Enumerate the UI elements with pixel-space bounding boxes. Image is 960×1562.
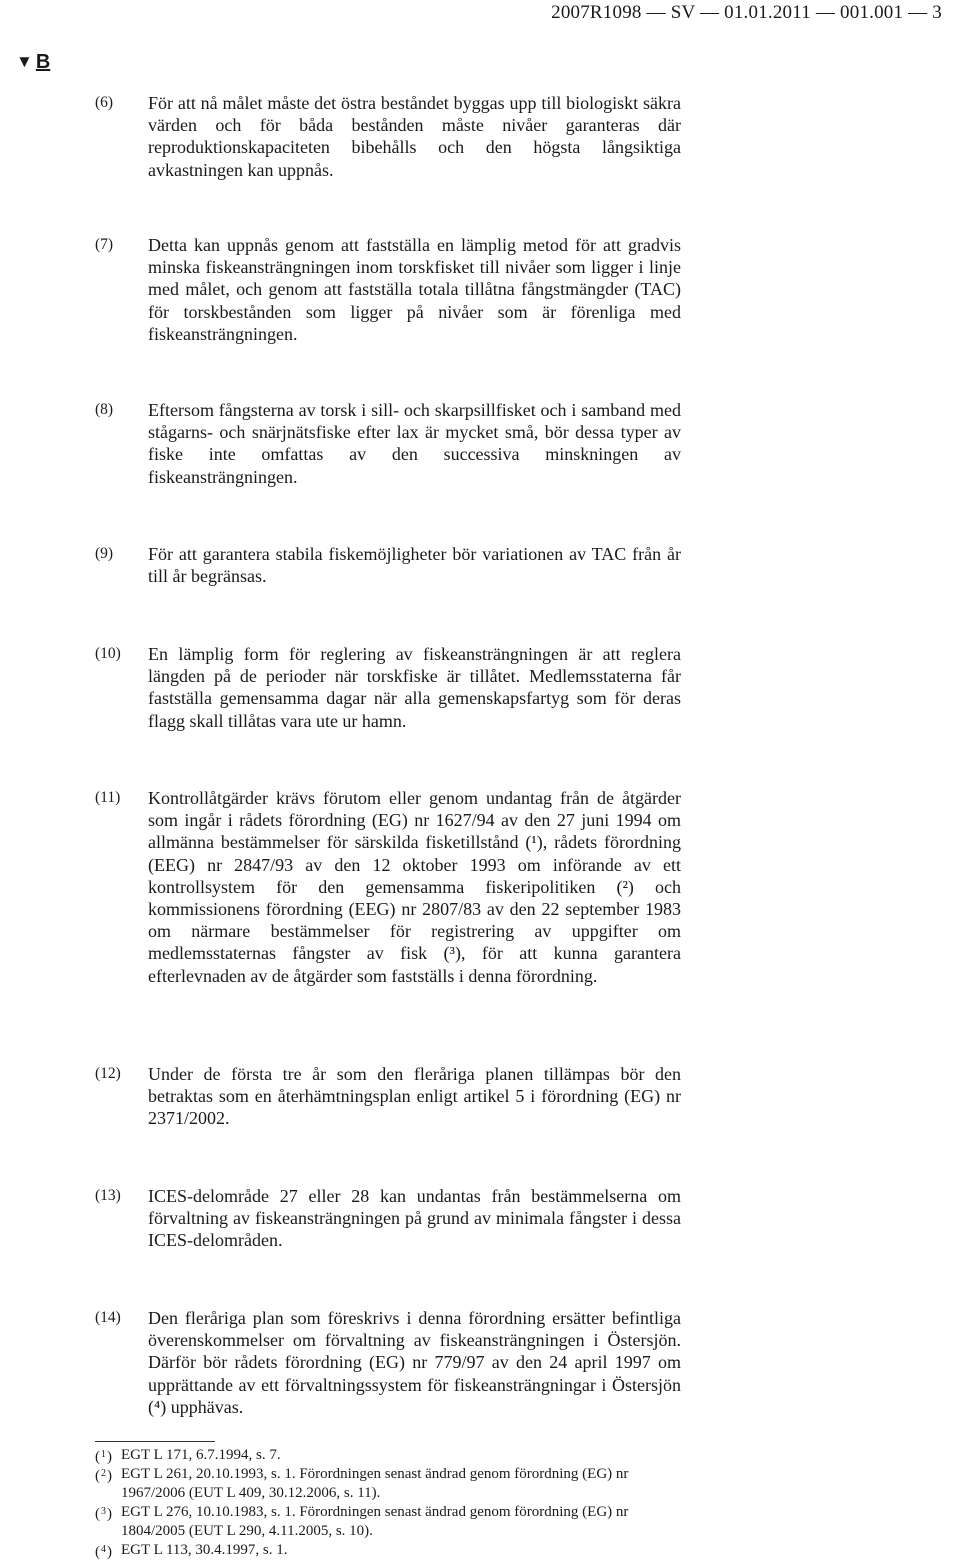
recital-number: (8) [95, 401, 114, 418]
page-header: 2007R1098 — SV — 01.01.2011 — 001.001 — 3 [551, 2, 942, 23]
recital-number: (14) [95, 1309, 121, 1326]
recital-text: För att garantera stabila fiskemöjligheter bör variationen av TAC från år till år begränsas. [148, 544, 681, 587]
recital-text: Detta kan uppnås genom att fastställa en lämplig metod för att gradvis minska fiskeansträngningen inom torskfisket till nivåer som ligger i linje med målet, och genom att fastställa totala tillåtna fångstmängder (TAC) för torskbestånden som ligger på nivåer som är förenliga med fiskeansträngningen. [148, 235, 681, 344]
recital-number: (7) [95, 236, 114, 253]
recital-number: (12) [95, 1065, 121, 1082]
recital-text: Under de första tre år som den fleråriga planen tillämpas bör den betraktas som en återhämtningsplan enligt artikel 5 i förordning (EG) nr 2371/2002. [148, 1064, 681, 1129]
recital-text: Eftersom fångsterna av torsk i sill- och skarpsillfisket och i samband med stågarns- och snärjnätsfiske efter lax är mycket små, bör dessa typer av fiske inte omfattas av den successiva minskningen av fiskeansträngningen. [148, 400, 681, 487]
recital-text: Den fleråriga plan som föreskrivs i denna förordning ersätter befintliga överenskommelser om förvaltning av fiskeansträngningen i Östersjön. Därför bör rådets förordning (EG) nr 779/97 av den 24 april 1997 om upprättande av ett förvaltningssystem för fiskeansträngningar i Östersjön (⁴) upphävas. [148, 1308, 681, 1417]
footnote-number: ($^1$) [95, 1449, 112, 1465]
recital-text: ICES-delområde 27 eller 28 kan undantas från bestämmelserna om förvaltning av fiskeansträngningen på grund av minimala fångster i dessa ICES-delområden. [148, 1186, 681, 1251]
recital-number: (10) [95, 645, 121, 662]
recital-text: För att nå målet måste det östra beståndet byggas upp till biologiskt säkra värden och för båda bestånden måste nivåer garanteras där reproduktionskapaciteten bibehålls och den högsta långsiktiga avkastningen kan uppnås. [148, 93, 681, 180]
footnote-number: ($^4$) [95, 1544, 112, 1560]
recital-number: (13) [95, 1187, 121, 1204]
amendment-marker [16, 51, 50, 74]
triangle-down-icon: ▼ [16, 52, 33, 71]
recital-number: (6) [95, 94, 114, 111]
amendment-marker-label: B [35, 51, 51, 73]
footnote-number: ($^2$) [95, 1468, 112, 1484]
recital-text: En lämplig form för reglering av fiskeansträngningen är att reglera längden på de perioder när torskfiske är tillåtet. Medlemsstaterna får fastställa gemensamma dagar när alla gemenskapsfartyg som för deras flagg skall tillåtas vara ute ur hamn. [148, 644, 681, 731]
footnote-divider [95, 1441, 215, 1442]
footnote-number: ($^3$) [95, 1506, 112, 1522]
recital-number: (11) [95, 789, 121, 806]
recital-number: (9) [95, 545, 114, 562]
footnote-text: EGT L 276, 10.10.1983, s. 1. Förordningen senast ändrad genom förordning (EG) nr 1804/2005 (EUT L 290, 4.11.2005, s. 10). [121, 1504, 629, 1539]
footnote-text: EGT L 113, 30.4.1997, s. 1. [121, 1542, 288, 1558]
footnote-text: EGT L 171, 6.7.1994, s. 7. [121, 1447, 281, 1463]
recital-text: Kontrollåtgärder krävs förutom eller genom undantag från de åtgärder som ingår i rådets förordning (EG) nr 1627/94 av den 27 juni 1994 om allmänna bestämmelser för särskilda fisketillstånd (¹), rådets förordning (EEG) nr 2847/93 av den 12 oktober 1993 om införande av ett kontrollsystem för den gemensamma fiskeripolitiken (²) och kommissionens förordning (EEG) nr 2807/83 av den 22 september 1983 om närmare bestämmelser för registrering av uppgifter om medlemsstaternas fångster av fisk (³), för att kunna garantera efterlevnaden av de åtgärder som fastställs i denna förordning. [148, 788, 681, 986]
footnote-text: EGT L 261, 20.10.1993, s. 1. Förordningen senast ändrad genom förordning (EG) nr 1967/2006 (EUT L 409, 30.12.2006, s. 11). [121, 1466, 629, 1501]
